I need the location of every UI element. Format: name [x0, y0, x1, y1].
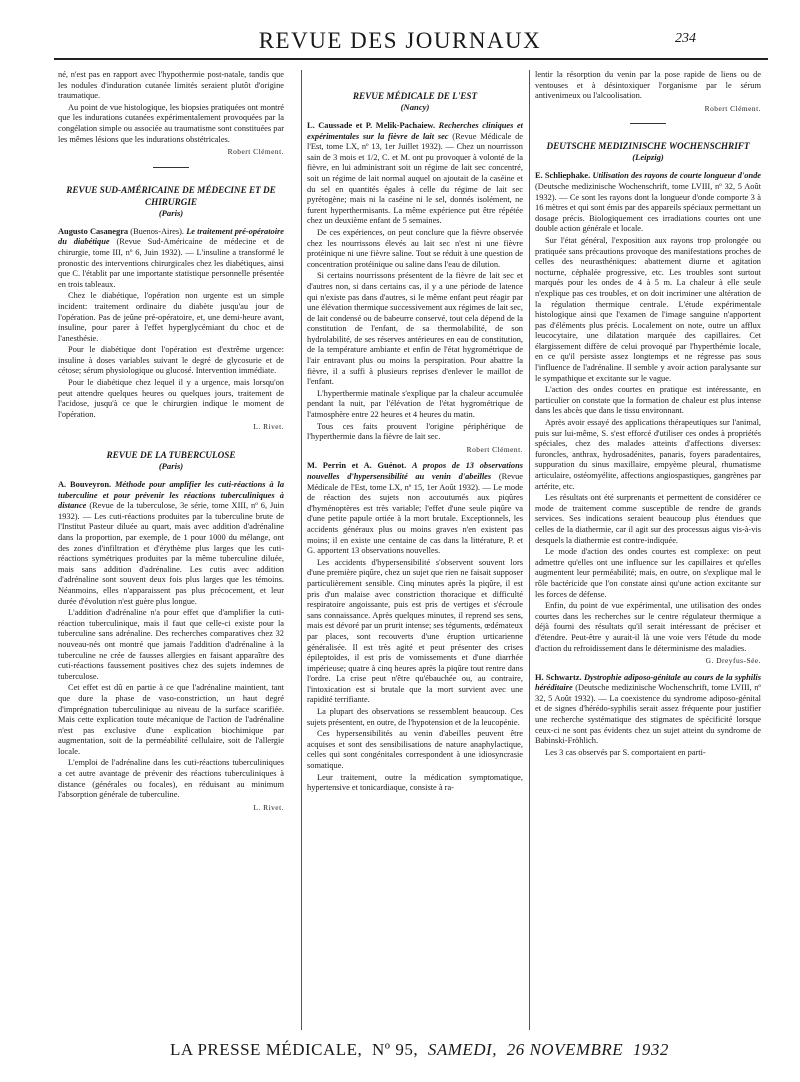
paragraph: Tous ces faits prouvent l'origine périphérique de l'hyperthermie dans la fièvre de lait sec.: [307, 421, 523, 442]
article-reference: (Deutsche medizinische Wochenschrift, tome LVIII, nº 32, 5 Août 1932). — Ce sont les rayons dont la longueur d'onde comporte 3 à 16 mètres et qui sont émis par des appareils spéciaux permettant un dosage précis. Biologiquement ces irradiations courtes ont une double action générale et locale.: [535, 181, 761, 234]
article-author: H. Schwartz.: [535, 672, 582, 682]
article-abstract: [307, 461, 523, 556]
paragraph: Pour le diabétique dont l'opération est d'extrême urgence: insuline à doses variables suivant le degré de glycosurie et de cétose; sérum physiologique ou glucosé. Intervention immédiate.: [58, 345, 284, 376]
journal-city: (Nancy): [400, 102, 430, 112]
article-author: L. Caussade et P. Melik-Pachaiew.: [307, 121, 436, 130]
article-abstract: [535, 171, 761, 235]
footer-date: 26 NOVEMBRE: [506, 1040, 624, 1059]
article-abstract: [58, 480, 284, 607]
article-reference: (Revue Sud-Américaine de médecine et de chirurgie, tome III, nº 6, Juin 1932). — L'insuline a transformé le pronostic des interventions chirurgicales chez les diabétiques, ainsi que C. l'établit par une importante statistique personnelle présentée en trois tableaux.: [58, 237, 284, 289]
column-1: [58, 70, 284, 819]
paragraph: L'addition d'adrénaline n'a pour effet que d'amplifier la cuti-réaction tuberculinique, mais il faut que celle-ci existe pour la tuberculine sans adrénaline. Des recherches comparatives chez 32 nouveau-nés ont montré que jamais l'addition d'adrénaline à la tuberculine ne crée de fausses allergies en faisant apparaître des cuti-réactions faussement positives chez des sujets indemnes de tuberculose.: [58, 608, 284, 681]
article-author: A. Bouveyron.: [58, 480, 112, 490]
journal-heading: REVUE SUD-AMÉRICAINE DE MÉDECINE ET DE CHIRURGIE: [66, 184, 276, 207]
paragraph: De ces expériences, on peut conclure que la fièvre observée chez les nourrissons élevés au lait sec n'est ni une fièvre protéinique ni une fièvre saline. Tout se réduit à une question de concentration protéinique ou saline dans l'eau de dilution.: [307, 227, 523, 269]
paragraph: Ces hypersensibilités au venin d'abeilles peuvent être acquises et sont des sensibilisations de nature anaphylactique, celles qui sont congénitales correspondent à une idiosyncrasie somatique.: [307, 729, 523, 771]
article-title: A propos de 13 observations nouvelles d'hypersensibilité au venin d'abeilles: [307, 461, 524, 481]
footer-masthead: [170, 1040, 730, 1060]
paragraph: Enfin, du point de vue expérimental, une utilisation des ondes courtes dans les recherches sur le centre régulateur thermique a déjà fourni des résultats qu'il serait intéressant de préciser et d'étendre. Peut-être y aurait-il là une voie vers l'étude du mode d'action du refroidissement dans le déterminisme des maladies.: [535, 601, 761, 653]
article-abstract: [58, 227, 284, 291]
page-number: 234: [675, 31, 696, 46]
footer-year: 1932: [632, 1040, 669, 1059]
article-reference: (Revue Médicale de l'Est, tome LX, nº 13, 1er Juillet 1932). — Chez un nourrisson sain de 3 mois et 1/2, C. et M. ont pu provoquer à volonté de la fièvre, en lui administrant soit un régime de lait sec concentré, soit un régime de lait normal auquel on ajoutait de la caséine et du sel en quantités égales à celle du régime de lait sec pyrétogène; mais ni la caséine ni le sel, donnés isolément, ne furent hyperthermisants. La même expérience put être répétée chez un deuxième enfant de 5 semaines.: [307, 131, 524, 226]
header-rule: [54, 58, 768, 60]
running-header-title: REVUE DES JOURNAUX: [258, 28, 542, 53]
paragraph: Pour le diabétique chez lequel il y a urgence, mais lorsqu'on peut attendre quelques heures ou quelques jours, traitement de l'acidose, jusqu'à ce que le chirurgien indique le moment de l'opération.: [58, 378, 284, 419]
article-title: Dystrophie adiposo-génitale au cours de la syphilis héréditaire: [535, 672, 761, 693]
paragraph: Sur l'état général, l'exposition aux rayons trop prolongée ou pratiquée sans précautions provoque des manifestations proches de celles des neurasthéniques: abattement diurne et agitation nocturne, céphalée progressive, etc. Les troubles sont surtout marqués pour les ondes de 4 à 5 m. La chaleur à elle seule n'explique pas ces troubles, et on doit incriminer une altération de la régulation thermique centrale. L'étude expérimentale histologique ainsi que l'examen de l'image sanguine n'apportent pas d'éléments plus précis. Localement on note, outre un afflux leucocytaire, une dilatation marquée des capillaires. Cet élargissement diffère de celui provoqué par l'hyperthémie locale, en ce qu'il persiste assez longtemps et ne régresse pas sous l'influence de l'adrénaline. Il semble y avoir action paralysante sur le sympathique et excitante sur le vague.: [535, 235, 761, 383]
signature: Robert Clément.: [466, 444, 523, 454]
journal-city: (Paris): [158, 461, 184, 472]
article-reference: (Deutsche medizinische Wochenschrift, tome LVIII, nº 32, 5 Août 1932). — La coexistence du syndrome adiposo-génital et de signes d'hérédo-syphilis serait assez fréquente pour justifier une recherche systématique des stigmates de spécificité lorsque ceux-ci ne sont pas évidents chez un sujet atteint du syndrome de Babinski-Fröhlich.: [535, 683, 762, 746]
journal-heading: DEUTSCHE MEDIZINISCHE WOCHENSCHRIFT: [546, 141, 750, 152]
footer-issue: Nº 95,: [372, 1040, 419, 1059]
signature: G. Dreyfus-Sée.: [705, 656, 761, 666]
column-divider: [301, 70, 302, 1030]
paragraph: Cet effet est dû en partie à ce que l'adrénaline maintient, tant que dure la phase de vaso-constriction, un haut degré d'imprégnation tuberculinique au niveau de la surface scarifiée. Mais cette explication toute mécanique de l'action de l'adrénaline n'est pas exclusive d'une explication biochimique par augmentation, soit de la perméabilité cellulaire, soit de l'allergie locale.: [58, 683, 284, 756]
paragraph: La plupart des observations se ressemblent beaucoup. Ces sujets présentent, en outre, de l'hypotension et de la leucopénie.: [307, 707, 523, 727]
article-title: Recherches cliniques et expérimentales sur la fièvre de lait sec: [307, 121, 523, 141]
journal-city: (Paris): [158, 207, 184, 218]
paragraph: L'action des ondes courtes en pratique est intéressante, en particulier on constate que la formation de chaleur est plus intense dans les abcès que dans le tissu environnant.: [535, 385, 761, 416]
paragraph: Chez le diabétique, l'opération non urgente est un simple incident: traitement ordinaire du diabète jusqu'au jour de l'opération. Pas de jeûne pré-opératoire, et, une demi-heure avant, insuline, pour parer à l'effet hyperglycémiant du choc et de l'anesthésie.: [58, 291, 284, 343]
paragraph: Si certains nourrissons présentent de la fièvre de lait sec et d'autres non, si dans certains cas, il y a une période de latence qui n'existe pas dans d'autres, si le même enfant peut réagir par une élévation thermique successivement aux régimes de lait sec, de lait condensé ou de babeurre conservé, tout cela dépend de la constitution de l'enfant, de sa thermolabilité, de son hydrolabilité, de ses réserves antérieures en eau de constitution, de la température ambiante et enfin de l'état hygrométrique de l'air entravant plus ou moins la perspiration. Pour abattre la fièvre, il a suffi à plusieurs reprises d'enlever le maillot de l'enfant.: [307, 271, 523, 387]
signature: L. Rivet.: [253, 802, 284, 812]
article-reference: (Revue Médicale de l'Est, tome LX, nº 15, 1er Août 1932). — Le mode de réaction des sujets non accoutumés aux piqûres d'hyménoptères est très variable; l'effet d'une seule piqûre va d'une petite papule ortiée à la mort brutale. Exceptionnels, les accidents généraux plus ou moins graves n'en existent pas moins; il en existe une centaine de cas dans la littérature, P. et G. apportent 13 observations nouvelles.: [307, 472, 523, 556]
article-abstract: [307, 121, 523, 227]
journal-heading: REVUE MÉDICALE DE L'EST: [352, 91, 478, 101]
signature: L. Rivet.: [253, 422, 284, 432]
article-title: Utilisation des rayons de courte longueur d'onde: [592, 171, 762, 181]
footer-day: SAMEDI,: [427, 1040, 497, 1059]
article-title: Le traitement pré-opératoire du diabétique: [58, 226, 285, 247]
paragraph: Le mode d'action des ondes courtes est complexe: on peut admettre qu'elles ont une influence sur les capillaires et qu'elles augmentent leur perméabilité; mais, en outre, on s'explique mal le rôle bactéricide que l'on constate ainsi qu'une action excitante sur les forces de défense.: [535, 547, 761, 599]
signature: Robert Clément.: [227, 147, 284, 157]
journal-city: (Leipzig): [632, 152, 664, 163]
column-3: [535, 70, 761, 759]
article-place: (Buenos-Aires).: [130, 226, 185, 236]
section-rule: [153, 167, 189, 168]
article-author: Augusto Casanegra: [58, 226, 129, 236]
journal-heading: REVUE DE LA TUBERCULOSE: [106, 450, 236, 461]
section-rule: [630, 123, 666, 124]
article-reference: (Revue de la tuberculose, 3e série, tome XIII, nº 6, Juin 1932). — Les cuti-réactions produites par la tuberculine brute de l'Institut Pasteur diluée au quart, mais avec addition d'adrénaline dans la proportion, par exemple, de 1 pour 1000 du mélange, ont des zones d'infiltration et d'érythème plus larges que les cuti-réactions symétriques produites par la même tuberculine diluée, mais sans addition d'adrénaline. Les cutis avec addition d'adrénaline sont souvent deux fois plus larges que les témoins. Néanmoins, elles n'apparaissent pas plus précocement, et leur durée d'évolution n'est guère plus longue.: [58, 501, 285, 606]
column-divider: [529, 70, 530, 1030]
paragraph: Leur traitement, outre la médication symptomatique, hypertensive et tonicardiaque, consiste à ra-: [307, 772, 523, 793]
paragraph: Les 3 cas observés par S. comportaient en parti-: [545, 747, 706, 757]
paragraph: né, n'est pas en rapport avec l'hypothermie post-natale, tandis que les nodules d'induration cutanée limités seraient plutôt d'origine traumatique.: [58, 70, 284, 101]
paragraph: Les résultats ont été surprenants et permettent de considérer ce mode de traitement comme susceptible de rendre de grands services. Ses indications seraient beaucoup plus étendues que celles de la diathermie, car il agit sur des processus aigus vis-à-vis desquels la diathermie est contre-indiquée.: [535, 493, 761, 545]
signature: Robert Clément.: [704, 103, 761, 113]
paragraph: Après avoir essayé des applications thérapeutiques sur l'animal, puis sur lui-même, S. s'est efforcé d'utiliser ces ondes à propriétés spéciales, chez des malades atteints d'affections diverses: furoncles, anthrax, hydrosadénites, panaris, foyers paradentaires, suppuration du sinus maxillaire, empyème pleural, rhumatisme articulaire, ostéomyélite, affections angiospastiques, gangrènes par artérite, etc.: [535, 418, 761, 491]
paragraph: Les accidents d'hypersensibilité s'observent souvent lors d'une première piqûre, chez un sujet que rien ne faisait supposer particulièrement sensible. Cinq minutes après la piqûre, il est pris d'un malaise avec constriction thoracique et difficulté respiratoire angoissante, puis est pris de vertiges et s'écroule sans connaissance. Après quelques minutes, il reprend ses sens, mais est dévoré par un prurit intense; ses téguments, œdémateux par places, sont recouverts d'une éruption urticarienne généralisée. Il est très agité et peut présenter des crises épileptoïdes, il est pris de vomissements et d'une diarrhée impérieuse; quatre à cinq heures après la piqûre tout rentre dans l'ordre. La crise peut n'être qu'ébauchée ou, au contraire, l'intoxication est si brutale que la mort survient avec une rapidité terrifiante.: [307, 557, 523, 705]
paragraph: L'emploi de l'adrénaline dans les cuti-réactions tuberculiniques a cet autre avantage de prévenir des réactions tuberculiniques à distance (générales ou focales), en réduisant au minimum l'absorption générale de tuberculine.: [58, 758, 284, 800]
article-author: E. Schliephake.: [535, 171, 591, 181]
paragraph: Au point de vue histologique, les biopsies pratiquées ont montré que les indurations cutanées expérimentalement provoquées par la congélation simple ou associée au traumatisme sont constituées par les mêmes lésions que les indurations obstétricales.: [58, 102, 284, 144]
article-author: M. Perrin et A. Guénot.: [307, 461, 407, 471]
column-2: [307, 70, 523, 795]
article-abstract: [535, 673, 761, 747]
article-title: Méthode pour amplifier les cuti-réactions à la tuberculine et pour prévenir les réactions tuberculiniques à distance: [58, 480, 285, 511]
footer-journal: LA PRESSE MÉDICALE,: [170, 1040, 363, 1059]
paragraph: lentir la résorption du venin par la pose rapide de liens ou de ventouses et à désintoxiquer l'organisme par le sérum antivenimeux ou l'alcoolisation.: [535, 70, 761, 101]
paragraph: L'hyperthermie matinale s'explique par la chaleur accumulée pendant la nuit, par l'élévation de l'état hygrométrique de l'atmosphère entre 22 heures et 4 heures du matin.: [307, 388, 523, 420]
